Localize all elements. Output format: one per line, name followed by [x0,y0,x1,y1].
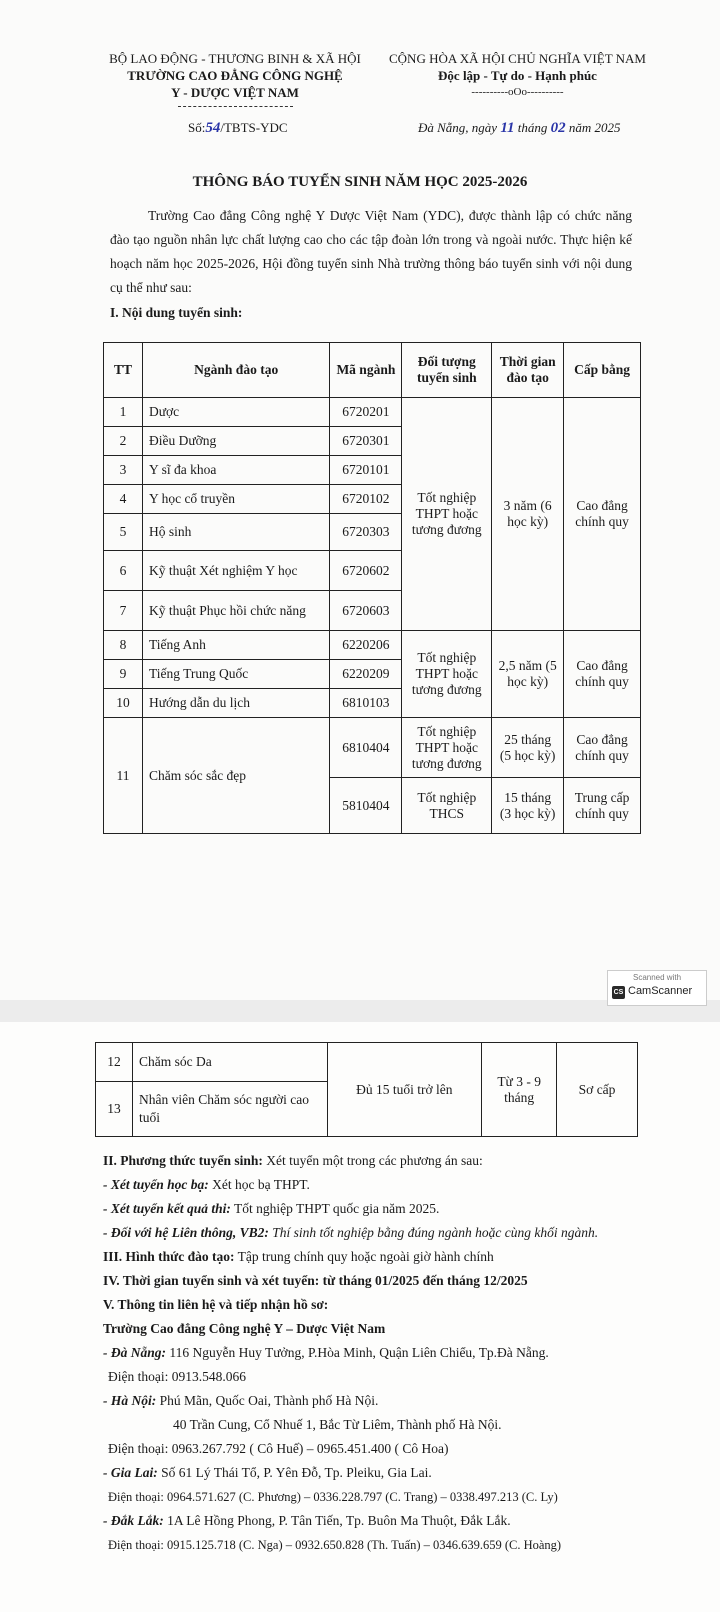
danang-address: - Đà Nẵng: 116 Nguyễn Huy Tưởng, P.Hòa Minh, Quận Liên Chiểu, Tp.Đà Nẵng. [103,1345,549,1360]
school-name-line2: Y - DƯỢC VIỆT NAM [171,85,299,100]
school-name-line1: TRƯỜNG CAO ĐẲNG CÔNG NGHỆ [127,68,343,83]
section-3: III. Hình thức đào tạo: Tập trung chính quy hoặc ngoài giờ hành chính [103,1249,494,1264]
camscanner-logo-icon: CS [612,986,625,999]
table-row: 4 Y học cổ truyền 6720102 [104,485,641,514]
table-row: 5 Hộ sinh 6720303 [104,514,641,551]
table-row: 11 Chăm sóc sắc đẹp 6810404 Tốt nghiệp THPT hoặc tương đương 25 tháng (5 học kỳ) Cao đẳng chính quy [104,718,641,778]
danang-phone: Điện thoại: 0913.548.066 [108,1369,246,1384]
short-target: Đủ 15 tuổi trở lên [327,1043,482,1137]
short-degree: Sơ cấp [557,1043,638,1137]
short-duration: Từ 3 - 9 tháng [482,1043,557,1137]
group2-degree: Cao đẳng chính quy [564,631,641,718]
sections-block [103,1149,703,1557]
doc-no-prefix: Số: [188,120,206,135]
header-left [105,50,365,101]
table-row: 2 Điều Dưỡng 6720301 [104,427,641,456]
notice-title: THÔNG BÁO TUYỂN SINH NĂM HỌC 2025-2026 [192,174,528,190]
document-number [188,119,288,137]
header-target: Đối tượng tuyển sinh [402,343,492,398]
ministry-name: BỘ LAO ĐỘNG - THƯƠNG BINH & XÃ HỘI [109,51,361,66]
short-course-table [95,1042,638,1137]
section-2-item: - Đối với hệ Liên thông, VB2: Thí sinh tốt nghiệp bằng đúng ngành hoặc cùng khối ngành. [103,1225,599,1240]
table-row: 8 Tiếng Anh 6220206 Tốt nghiệp THPT hoặc tương đương 2,5 năm (5 học kỳ) Cao đẳng chính quy [104,631,641,660]
table-row: 13 Nhân viên Chăm sóc người cao tuổi [96,1082,638,1137]
group3b-target: Tốt nghiệp THCS [402,778,492,834]
date-month-handwritten: 02 [550,120,566,136]
issue-date: Đà Nẵng, ngày 11 tháng 02 năm 2025 [418,120,621,136]
group1-target: Tốt nghiệp THPT hoặc tương đương [402,398,492,631]
hanoi-address: - Hà Nội: Phú Mãn, Quốc Oai, Thành phố Hà Nội. [103,1393,379,1408]
group3b-duration: 15 tháng (3 học kỳ) [492,778,564,834]
section-2-item: - Xét tuyển học bạ: Xét học bạ THPT. [103,1177,310,1192]
gialai-address: - Gia Lai: Số 61 Lý Thái Tổ, P. Yên Đỗ, Tp. Pleiku, Gia Lai. [103,1465,432,1480]
table-row: 10 Hướng dẫn du lịch 6810103 [104,689,641,718]
group3a-duration: 25 tháng (5 học kỳ) [492,718,564,778]
header-degree: Cấp bằng [564,343,641,398]
header-duration: Thời gian đào tạo [492,343,564,398]
admission-table [103,342,641,834]
group1-duration: 3 năm (6 học kỳ) [492,398,564,631]
header-tt: TT [104,343,143,398]
doc-no-handwritten: 54 [205,120,221,136]
table-row: 7 Kỹ thuật Phục hồi chức năng 6720603 [104,591,641,631]
school-contact-name: Trường Cao đẳng Công nghệ Y – Dược Việt Nam [103,1321,386,1336]
table-row: 6 Kỹ thuật Xét nghiệm Y học 6720602 [104,551,641,591]
group2-duration: 2,5 năm (5 học kỳ) [492,631,564,718]
group2-target: Tốt nghiệp THPT hoặc tương đương [402,631,492,718]
header-major: Ngành đào tạo [142,343,329,398]
table-row: 3 Y sĩ đa khoa 6720101 [104,456,641,485]
motto: Độc lập - Tự do - Hạnh phúc [438,68,597,83]
republic-name: CỘNG HÒA XÃ HỘI CHỦ NGHĨA VIỆT NAM [389,51,646,66]
scanner-caption: Scanned with [632,973,682,982]
date-day-handwritten: 11 [500,120,515,136]
daklak-address: - Đắk Lắk: 1A Lê Hồng Phong, P. Tân Tiến, Tp. Buôn Ma Thuột, Đắk Lắk. [103,1513,511,1528]
section-5-heading: V. Thông tin liên hệ và tiếp nhận hồ sơ: [103,1297,329,1312]
header-right [385,50,650,101]
group1-degree: Cao đẳng chính quy [564,398,641,631]
hanoi-address-2: 40 Trần Cung, Cổ Nhuế 1, Bắc Từ Liêm, Thành phố Hà Nội. [173,1417,502,1432]
header-code: Mã ngành [330,343,402,398]
gialai-phone: Điện thoại: 0964.571.627 (C. Phương) – 0336.228.797 (C. Trang) – 0338.497.213 (C. Ly) [108,1490,558,1504]
intro-paragraph: Trường Cao đẳng Công nghệ Y Dược Việt Nam (YDC), được thành lập có chức năng đào tạo nguồn nhân lực chất lượng cao cho các tập đoàn lớn trong và ngoài nước. Thực hiện kế hoạch năm học 2025-2026, Hội đồng tuyển sinh Nhà trường thông báo tuyển sinh với nội dung cụ thể như sau: [110,208,632,295]
table-row: 12 Chăm sóc Da Đủ 15 tuổi trở lên Từ 3 - 9 tháng Sơ cấp [96,1043,638,1082]
daklak-phone: Điện thoại: 0915.125.718 (C. Nga) – 0932.650.828 (Th. Tuấn) – 0346.639.659 (C. Hoàng) [108,1538,562,1552]
group3a-degree: Cao đẳng chính quy [564,718,641,778]
motto-divider: ----------oOo---------- [471,86,564,98]
group3a-target: Tốt nghiệp THPT hoặc tương đương [402,718,492,778]
table-header-row [104,343,641,398]
group3b-degree: Trung cấp chính quy [564,778,641,834]
hanoi-phone: Điện thoại: 0963.267.792 ( Cô Huế) – 0965.451.400 ( Cô Hoa) [108,1441,449,1456]
section-2-item: - Xét tuyển kết quả thi: Tốt nghiệp THPT quốc gia năm 2025. [103,1201,440,1216]
table-row: 9 Tiếng Trung Quốc 6220209 [104,660,641,689]
scanner-name: CamScanner [628,985,693,997]
doc-no-suffix: /TBTS-YDC [220,120,288,135]
table-row: 1 Dược 6720201 Tốt nghiệp THPT hoặc tương đương 3 năm (6 học kỳ) Cao đẳng chính quy [104,398,641,427]
camscanner-watermark [607,970,707,1006]
section-4: IV. Thời gian tuyển sinh và xét tuyển: từ tháng 01/2025 đến tháng 12/2025 [103,1273,528,1288]
section-1-heading: I. Nội dung tuyển sinh: [110,305,243,320]
header-left-divider [178,106,293,107]
section-2: II. Phương thức tuyển sinh: Xét tuyển một trong các phương án sau: [103,1153,483,1168]
table-row: 5810404 Tốt nghiệp THCS 15 tháng (3 học kỳ) Trung cấp chính quy [104,778,641,834]
